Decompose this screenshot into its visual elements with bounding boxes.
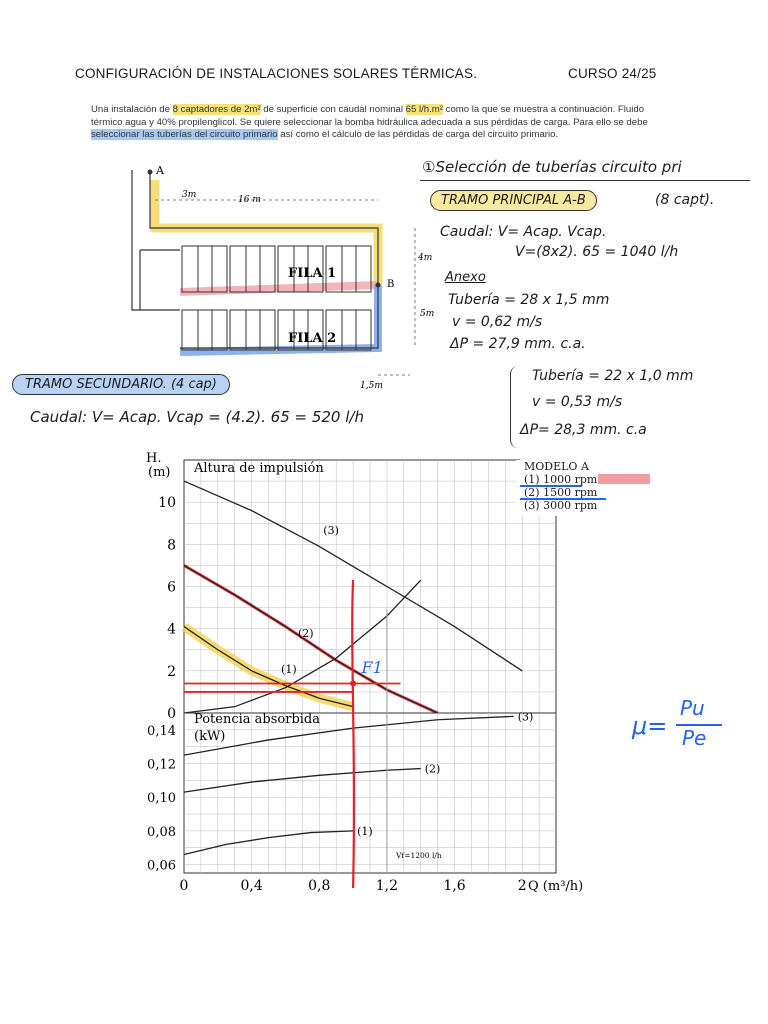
installation-schematic [120,160,435,391]
fila1-label: FILA 1 [288,266,337,281]
dim-5m-label: 5m [420,309,435,319]
head-y-axis-label: H. [146,451,162,466]
power-panel [147,710,583,894]
point-a-label: A [156,164,164,177]
pump-performance-chart [128,448,584,896]
head-y-tick-label: 2 [167,663,176,680]
power-curve-label: (3) [517,710,534,724]
power-y-tick-label: 0,06 [147,858,176,874]
red-highlight [180,285,378,292]
intro-text: así como el cálculo de las pérdidas de carga del circuito primario. [277,129,559,141]
tramo-principal-box: TRAMO PRINCIPAL A-B [430,190,597,211]
power-y-axis-label: (kW) [194,729,226,744]
head-y-tick-label: 8 [167,537,176,554]
head-curve-label: (1) [281,662,297,676]
highlight-captadores: 8 captadores de 2m² [172,104,261,115]
formula-denominator: Pe [682,726,707,750]
intro-text: de superficie con caudal nominal [260,104,406,115]
tramo-secundario-box: TRAMO SECUNDARIO. (4 cap) [12,374,230,395]
x-tick-label: 1,2 [375,878,399,894]
highlight-tuberias: seleccionar las tuberías del circuito primario [91,129,278,141]
notes-title: ①Selección de tuberías circuito pri [422,158,682,176]
intro-text: Una instalación de [91,104,173,115]
x-tick-label: 0 [179,878,189,894]
fila2-label: FILA 2 [288,331,337,346]
caudal-principal-line1: Caudal: V= Acap. Vcap. [440,224,607,240]
x-tick-label: 2 [517,878,527,894]
pipe-branch [140,250,180,310]
head-y-axis-unit: (m) [148,465,171,480]
course-label: CURSO 24/25 [568,66,657,81]
legend-item-2: (2) 1500 rpm [524,486,598,499]
dim-4m-label: 4m [418,253,433,263]
power-y-tick-label: 0,10 [147,791,176,807]
intro-paragraph [91,104,671,142]
caudal-secundario: Caudal: V= Acap. Vcap = (4.2). 65 = 520 l/h [30,408,364,426]
x-tick-label: 0,8 [308,878,331,894]
power-y-ticks [147,724,176,874]
collector-row-2 [182,310,371,350]
power-chart-title: Potencia absorbida [194,712,320,727]
legend-underline-1 [520,485,582,487]
legend-underline-2 [520,498,606,500]
dim-15m-label: 1,5m [360,381,383,391]
operating-point-label: F1 [361,657,383,677]
perdida-secundario: ΔP= 28,3 mm. c.a [520,422,647,438]
formula-numerator: Pu [680,696,705,720]
dim-3m-label: 3m [182,190,197,200]
x-tick-label: 0,4 [240,878,263,894]
anexo-label: Anexo [445,270,486,285]
dim-16m-label: 16 m [238,195,261,205]
power-y-tick-label: 0,08 [147,824,176,840]
head-curve-label: (3) [323,523,339,537]
formula-mu: μ= [632,712,668,740]
power-curve-label: (1) [357,824,373,838]
x-axis-label: Q (m³/h) [528,879,584,894]
legend-title: MODELO A [524,460,589,473]
head-y-tick-label: 6 [167,579,176,596]
highlight-caudal: 65 l/h.m² [405,104,443,115]
velocidad-secundario: v = 0,53 m/s [532,394,623,410]
point-b-label: B [387,279,395,290]
tuberia-secundario: Tubería = 22 x 1,0 mm [532,368,694,384]
vf-note: Vf=1200 l/h [396,851,442,860]
perdida-principal: ΔP = 27,9 mm. c.a. [450,336,586,352]
intro-text: como la que se muestra a continuación. Fluido térmico agua y 40% propilenglicol. Se quiere seleccionar la bomba hidráulica adecuada a sus pérdidas de carga. Para ello se debe [91,104,648,128]
blue-highlight [180,285,378,352]
captadores-8-label: (8 capt). [655,192,715,208]
power-curve-label: (2) [424,762,441,776]
head-y-ticks [158,495,176,722]
head-y-tick-label: 10 [158,495,176,512]
legend-item-3: (3) 3000 rpm [524,499,598,512]
power-y-tick-label: 0,12 [147,757,176,773]
power-y-tick-label: 0,14 [147,723,176,739]
legend-item-1: (1) 1000 rpm [524,473,598,486]
point-b-marker [376,283,381,288]
x-tick-label: 1,6 [443,878,466,894]
point-a-marker [148,170,153,175]
head-curve-label: (2) [297,627,314,641]
caudal-principal-line2: V=(8x2). 65 = 1040 l/h [515,244,679,260]
head-y-tick-label: 0 [167,706,176,722]
tuberia-principal: Tubería = 28 x 1,5 mm [448,292,610,308]
head-chart-title: Altura de impulsión [194,461,324,476]
head-y-tick-label: 4 [167,621,176,638]
document-title: CONFIGURACIÓN DE INSTALACIONES SOLARES TÉRMICAS. [75,66,478,81]
legend-red-marker [598,474,650,484]
operating-point [350,680,356,686]
velocidad-principal: v = 0,62 m/s [452,314,543,330]
title-underline [420,180,750,181]
